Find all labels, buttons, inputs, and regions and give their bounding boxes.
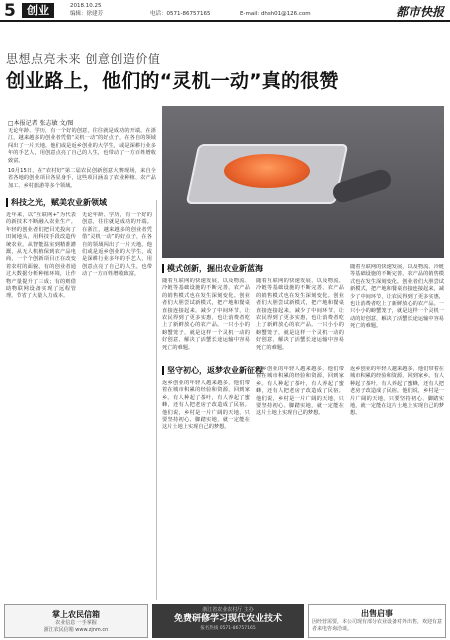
ad-center-title: 免费研修学习现代农业技术: [173, 614, 282, 624]
lead-paragraph: 无论年龄、学历，有一个好的创意，往往就是成功的开端。在浙江，越来越多的创业者凭借“灵机一动”的好点子，在各自的领域闯出了一片天地。他们或是返乡创业的大学生，或是深耕行业多年的手艺人，用创意点亮了自己的人生，也带动了一方百姓增收致富。: [8, 128, 156, 164]
section-body-2c: 随着互联网的快速发展，以及物流、冷链等基础设施的不断完善，农产品的销售模式也在发生深刻变化。创业者们大胆尝试新模式，把产地和餐桌直接连接起来，减少了中间环节，让农民得到了更多实惠，也让消费者吃上了新鲜放心的农产品。一只小小的螃蟹笼子，就是这样一个灵机一动的好创意，解决了活蟹长途运输中容易死亡的难题。: [350, 264, 444, 330]
ad-center[interactable]: [152, 604, 304, 638]
section-body-3a: 返乡创业的年轻人越来越多，他们带着在城市积累的经验和资源，回到家乡。有人种起了茶叶，有人养起了蜜蜂，还有人把老房子改造成了民宿。他们说，乡村是一片广阔的天地，只要坚持初心、脚踏实地，就一定能在这片土地上实现自己的梦想。: [162, 380, 250, 431]
issue-date: 2018.10.25: [70, 3, 102, 9]
ad-right-body: 因经营需要，本公司现有部分农业设备对外出售，欢迎有意者来电咨询洽谈。: [312, 619, 443, 632]
ad-left-subtitle: 农业信息 一手掌握: [55, 620, 97, 626]
article-kicker: 思想点亮未来 创意创造价值: [6, 52, 161, 66]
editor-email: E-mail: dhsh01@126.com: [240, 11, 311, 17]
section-heading-1: 科技之光，赋美农业新领域: [6, 198, 107, 207]
editor-phone: 电话：0571-86757165: [150, 11, 211, 17]
crab-image: [224, 154, 310, 188]
ad-left-note: 浙江农民信箱 www.zjnm.cn: [43, 627, 109, 633]
article-lead: [8, 128, 156, 190]
section-heading-2: 模式创新，掘出农业新蓝海: [162, 264, 263, 273]
section-body-3b: 返乡创业的年轻人越来越多，他们带着在城市积累的经验和资源，回到家乡。有人种起了茶叶，有人养起了蜜蜂，还有人把老房子改造成了民宿。他们说，乡村是一片广阔的天地，只要坚持初心、脚踏实地，就一定能在这片土地上实现自己的梦想。: [256, 366, 344, 417]
section-body-1a: 近年来，以“互联网+”为代表的新技术不断融入农业生产。年轻的创业者们把目光投向了田间地头，用科技手段改造传统农业。从智能温室到精准灌溉，从无人机植保到农产品电商，一个个创新项目正在改变着农村的面貌。有的创业者通过大数据分析种植环境，让作物产量提升了三成；有的则借助物联网设备实现了远程管理，节省了大量人力成本。: [6, 212, 76, 300]
section-body-2a: 随着互联网的快速发展，以及物流、冷链等基础设施的不断完善，农产品的销售模式也在发生深刻变化。创业者们大胆尝试新模式，把产地和餐桌直接连接起来，减少了中间环节，让农民得到了更多实惠，也让消费者吃上了新鲜放心的农产品。一只小小的螃蟹笼子，就是这样一个灵机一动的好创意，解决了活蟹长途运输中容易死亡的难题。: [162, 278, 250, 351]
newspaper-logo: 都市快报: [395, 5, 444, 19]
section-body-2b: 随着互联网的快速发展，以及物流、冷链等基础设施的不断完善，农产品的销售模式也在发生深刻变化。创业者们大胆尝试新模式，把产地和餐桌直接连接起来，减少了中间环节，让农民得到了更多实惠，也让消费者吃上了新鲜放心的农产品。一只小小的螃蟹笼子，就是这样一个灵机一动的好创意，解决了活蟹长途运输中容易死亡的难题。: [256, 278, 344, 351]
ad-left[interactable]: [4, 604, 148, 638]
section-heading-3: 坚守初心，返梦农业新征程: [162, 366, 263, 375]
ad-left-title: 掌上农民信箱: [52, 610, 100, 619]
editor-name: 编辑：徐建芳: [70, 11, 104, 17]
section-label: 创业: [22, 3, 54, 18]
column-divider: [156, 200, 157, 600]
lead-paragraph-2: 10月15日，在“农村好”第二届农民创新创意大赛现场，来自全省各地的创业项目各显身手，这些项目涵盖了农业种植、农产品加工、乡村旅游等多个领域。: [8, 168, 156, 189]
section-body-1b: 无论年龄、学历，有一个好的创意，往往就是成功的开端。在浙江，越来越多的创业者凭借“灵机一动”的好点子，在各自的领域闯出了一片天地。他们或是返乡创业的大学生，或是深耕行业多年的手艺人，用创意点亮了自己的人生，也带动了一方百姓增收致富。: [82, 212, 152, 278]
ad-right-title: 出售启事: [361, 609, 393, 618]
masthead: [0, 0, 450, 22]
ad-right[interactable]: [308, 604, 446, 638]
ad-center-subtitle: 报名热线 0571-86757165: [200, 626, 256, 631]
page-number: 5: [4, 1, 16, 21]
article-byline: □本报记者 张志敏 文/图: [8, 120, 74, 127]
article-photo: [162, 106, 444, 258]
article-headline: 创业路上，他们的“灵机一动”真的很赞: [6, 70, 339, 92]
ad-center-sponsor: 浙江省农业农村厅 主办: [202, 607, 254, 613]
section-body-3c: 返乡创业的年轻人越来越多，他们带着在城市积累的经验和资源，回到家乡。有人种起了茶叶，有人养起了蜜蜂，还有人把老房子改造成了民宿。他们说，乡村是一片广阔的天地，只要坚持初心、脚踏实地，就一定能在这片土地上实现自己的梦想。: [350, 366, 444, 417]
